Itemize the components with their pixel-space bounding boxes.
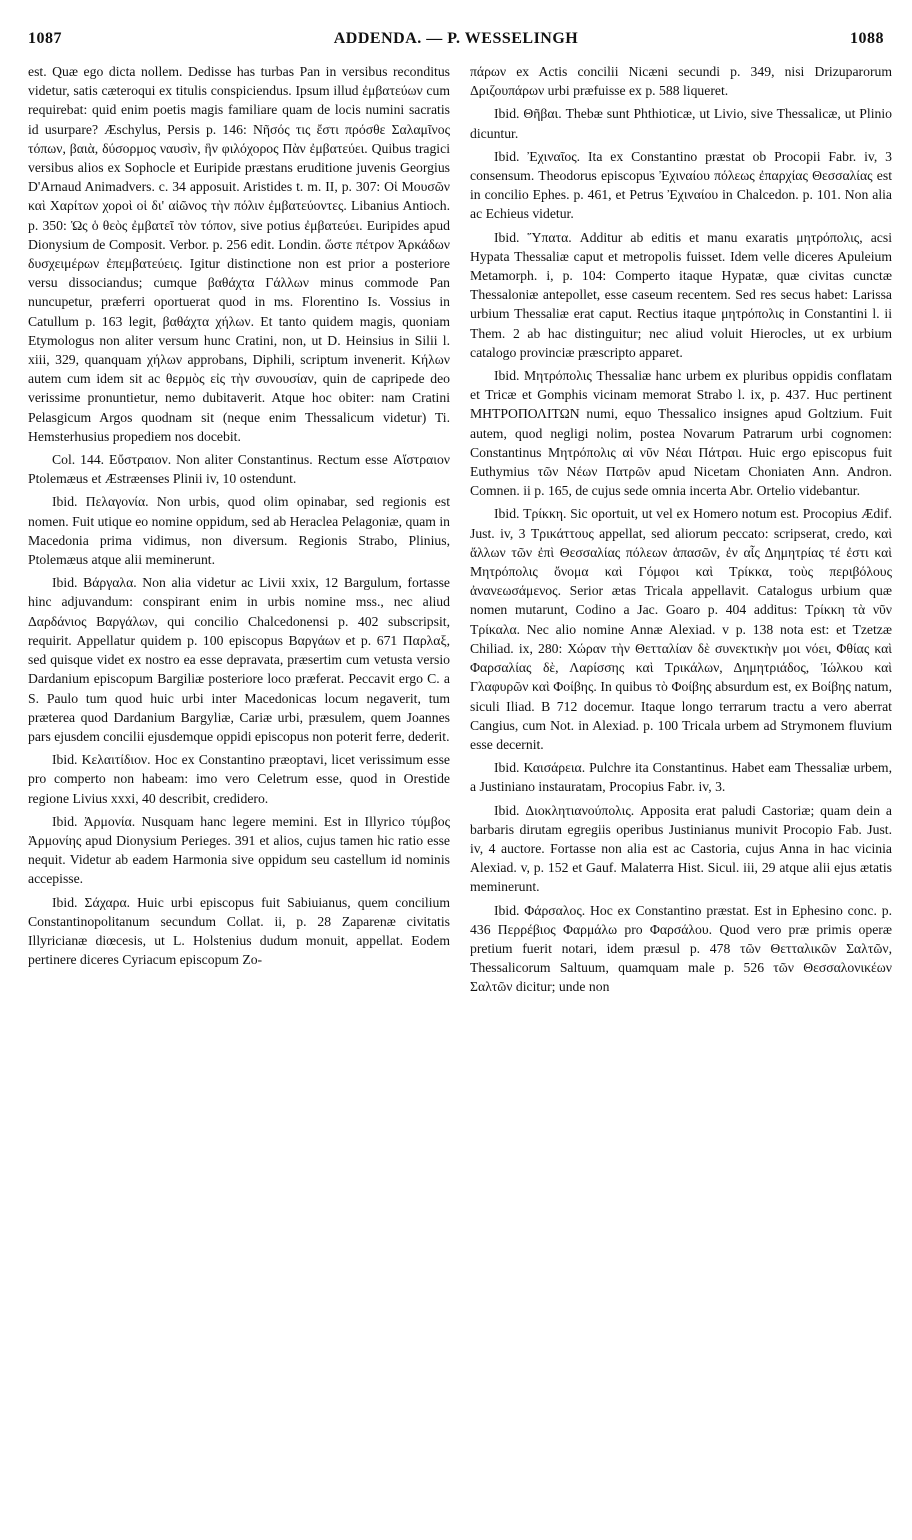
page-number-right: 1088: [850, 30, 884, 47]
right-column: [470, 62, 892, 1528]
right-entry: Ibid. Καισάρεια. Pulchre ita Constantinus. Habet eam Thessaliæ urbem, a Justiniano instauratam, Procopius Fabr. iv, 3.: [470, 760, 892, 795]
right-entry: Ibid. Διοκλητιανούπολις. Apposita erat paludi Castoriæ; quam dein a barbaris dirutam egregiis operibus Justinianus munivit Procopio Fab. Just. iv, 4 auctore. Fortasse non alia est ac Castoria, cujus Anna in hac vicinia Alexiad. v, p. 152 et Gauf. Malaterra Hist. Sicul. iii, 29 atque alii ejus ætatis meminerunt.: [470, 802, 892, 895]
right-entry: Ibid. Μητρόπολις Thessaliæ hanc urbem ex pluribus oppidis conflatam et Tricæ et Gomphis vicinam memorat Strabo l. ix, p. 437. Huc pertinent ΜΗΤΡΟΠΟΛΙΤΩΝ numi, equo Thessalico insignes apud Goltzium. Fuit autem, quod negligi nolim, postea Novarum Patrarum urbi cognomen: Constantinus Μητρόπολις αἱ νῦν Νέαι Πάτραι. Huic ergo episcopus fuit Euthymius τῶν Νέων Πατρῶν apud Nicetam Choniaten Ann. Andron. Comnen. ii p. 165, de cujus sede omnia incerta Abr. Ortelio videbantur.: [470, 368, 892, 499]
left-entry: est. Quæ ego dicta nollem. Dedisse has turbas Pan in versibus reconditus videtur, satis cæteroqui ex titulis conspiciendus. Ipsum illud ἐμβατεύων cum requirebat: quid enim poetis magis familiare quam de locis numini sacratis id usurpare? Æschylus, Persis p. 146: Νῆσός τις ἔστι πρόσθε Σαλαμῖνος τόπων, βαιὰ, δύσορμος ναυσὶν, ἣν φιλόχορος Πὰν ἐμβατεύει. Quibus tragici versibus alios ex Sophocle et Euripide præstans eruditione juvenis Georgius D'Arnaud Animadvers. c. 34 apposuit. Aristides t. m. II, p. 307: Οἱ Μουσῶν καὶ Χαρίτων χοροὶ οἱ δι' αἰῶνος τὴν πόλιν ἐμβατεύοντες. Libanius Antioch. p. 350: Ὡς ὁ θεὸς ἐμβατεῖ τὸν τόπον, sive potius ἐμβατεύει. Euripides apud Dionysium de Composit. Verbor. p. 256 edit. Londin. ὥστε πέτρον Ἀρκάδων δυσχειμέρων ἐπεμβατεύεις. Igitur distinctione non est prior a posteriore versu dissociandus; cumque βαθάχτα Γάλλων minus commode Pan nuncupetur, præferri oportuerat quod in ms. Florentino Is. Vossius in Catullum p. 163 legit, βαθάχτα χήλων. Et tanto quidem magis, quoniam Etymologus non aliter versum hunc Cratini, non, ut D. Heinsius in Silii l. xiii, 329, quanquam χήλων approbans, Diphili, scriptum invenerit. Κήλων autem cum idem sit ac θερμὸς εἰς τὴν συνουσίαν, quin de capripede deo verissime pronuntietur, nemo dubitaverit. Atque hoc obiter: nam Cratini Pelasgicum Argos quodnam sit (neque enim Thessalicum videtur) Ti. Hemsterhusius propediem nos docebit.: [28, 64, 450, 444]
page-number-left: 1087: [28, 30, 62, 47]
right-entry: Ibid. Ἐχιναῖος. Ita ex Constantino præstat ob Procopii Fabr. iv, 3 consensum. Theodorus episcopus Ἐχιναίου πόλεως ἐπαρχίας Θεσσαλίας est in concilio Ephes. p. 461, et Petrus Ἐχιναίου in Chalcedon. p. 101. Non alia ac Echieus videtur.: [470, 148, 892, 222]
running-title: ADDENDA. — P. WESSELINGH: [333, 30, 579, 47]
right-entry: πάρων ex Actis concilii Nicæni secundi p. 349, nisi Drizuparorum Δριζουπάρων urbi præfuisse ex p. 588 liqueret.: [470, 64, 892, 99]
left-entry: Ibid. Κελαιτίδιον. Hoc ex Constantino præoptavi, licet verissimum esse pro comperto non habeam: imo vero Celetrum esse, quod in Orestide regione Livius xxxi, 40 describit, crediderο.: [28, 752, 450, 806]
left-entry: Ibid. Σάχαρα. Huic urbi episcopus fuit Sabiuianus, quem concilium Constantinopolitanum secundum Collat. ii, p. 28 Zaparenæ civitatis Illyricianæ diœcesis, ut L. Holstenius dudum monuit, appellat. Eodem pertinere diceres Cyriacum episcopum Zo-: [28, 894, 450, 968]
right-entry: Ibid. Τρίκκη. Sic oportuit, ut vel ex Homero notum est. Procopius Ædif. Just. iv, 3 Τρικάττους appellat, sed aliorum peccato: scripserat, credo, καὶ ἄλλων τῶν ἐπὶ Θεσσαλίας πόλεων ἁπασῶν, ἐν αἷς Δημητρίας τέ ἐστι καὶ Μητρόπολις ὄνομα καὶ Γόμφοι καὶ Τρίκκα, τοὺς περιβόλους ἀνανεωσάμενος. Serior ætas Tricala appellavit. Catalogus urbium quæ nomen mutarunt, Codino a Jac. Goaro p. 404 additus: Τρίκκη τὰ νῦν Τρίκαλα. Nec alio nomine Annæ Alexiad. v p. 138 nota est: et Tzetzæ Chiliad. ix, 280: Χώραν τὴν Θετταλίαν δὲ συνεκτικὴν μοι νόει, Φθίας καὶ Φαρσαλίας δὲ, Λαρίσσης καὶ Τρικάλων, Δημητριάδος, Ἰώλκου καὶ Γλαφυρῶν καὶ Φοίβης. In quibus τὸ Φοίβης absurdum est, ex Βοίβης natum, siculi Iliad. B 712 docemur. Itaque longo terrarum tractu a vero aberrat Cangius, cum Not. in Alexiad. p. 100 Tricala urbem ad Strymonem fluvium esse decernit.: [470, 506, 892, 752]
right-entry: Ibid. Ὕπατα. Additur ab editis et manu exaratis μητρόπολις, acsi Hypata Thessaliæ caput et metropolis fuisset. Idem velle diceres Apuleium Metamorph. i, p. 104: Comperto itaque Hypatæ, quæ civitas cunctæ Thessaloniæ antepollet, esse caseum recentem. Sed res secus habet: Larissa urbium Thessaliæ erat caput. Rectius itaque μητρόπολις in Constantini l. ii Them. 2 ab hac distinguitur; nec aliud voluit Hierocles, ut ex urbium catalogo provinciæ præscripto apparet.: [470, 229, 892, 360]
left-entry: Col. 144. Εὔστραιον. Non aliter Constantinus. Rectum esse Αἴστραιον Ptolemæus et Æstræenses Plinii iv, 10 ostendunt.: [28, 452, 450, 487]
left-entry: Ibid. Ἀρμονία. Nusquam hanc legere memini. Est in Illyrico τύμβος Ἀρμονίης apud Dionysium Perieges. 391 et alios, cujus tamen hic ratio esse nequit. Videtur ab eadem Harmonia sive oppidum seu castellum id nominis accepisse.: [28, 813, 450, 887]
right-entry: Ibid. Θῆβαι. Thebæ sunt Phthioticæ, ut Livio, sive Thessalicæ, ut Plinio dicuntur.: [470, 106, 892, 141]
left-entry: Ibid. Βάργαλα. Non alia videtur ac Livii xxix, 12 Bargulum, fortasse hinc adjuvandum: conspirant enim in urbis nomine mss., nec aliud Δαρδάνιος Βαργάλων, qui concilio Chalcedonensi p. 402 subscripsit, requirit. Appellatur quidem p. 100 episcopus Βαργάων et p. 671 Παρλαξ, sed quisque videt ex nostro ea esse depravata, præsertim cum vetusta versio Dardanium episcopum Bargiliæ posteriore loco præferat. Peccavit ergo C. a S. Paulo tum quod huic urbi inter Macedonicas locum negaverit, tum præterea quod Dardanium Bargyliæ, Cariæ urbi, præsulem, quem Joannes pars ejusdem concilii ejusdemque oppidi episcopus non poterit ferre, dederit.: [28, 575, 450, 744]
running-header: [28, 30, 884, 56]
left-entry: Ibid. Πελαγονία. Non urbis, quod olim opinabar, sed regionis est nomen. Fuit utique eo nomine oppidum, sed ab Heraclea Pelagoniæ, quam in Macedonia prima vidimus, non diversum. Regionis Strabo, Plinius, Ptolemæus atque alii meminerunt.: [28, 494, 450, 568]
left-column: [28, 62, 450, 1528]
right-entry: Ibid. Φάρσαλος. Hoc ex Constantino præstat. Est in Ephesino conc. p. 436 Περρέβιος Φαρμάλω pro Φαρσάλου. Quod vero præ primis operæ pretium fuerit notari, idem præsul p. 478 τῶν Θετταλικῶν Σαλτῶν, Thessalicorum Saltuum, quamquam male p. 526 τῶν Θεσσαλονικέων Σαλτῶν dicitur; unde non: [470, 902, 892, 995]
